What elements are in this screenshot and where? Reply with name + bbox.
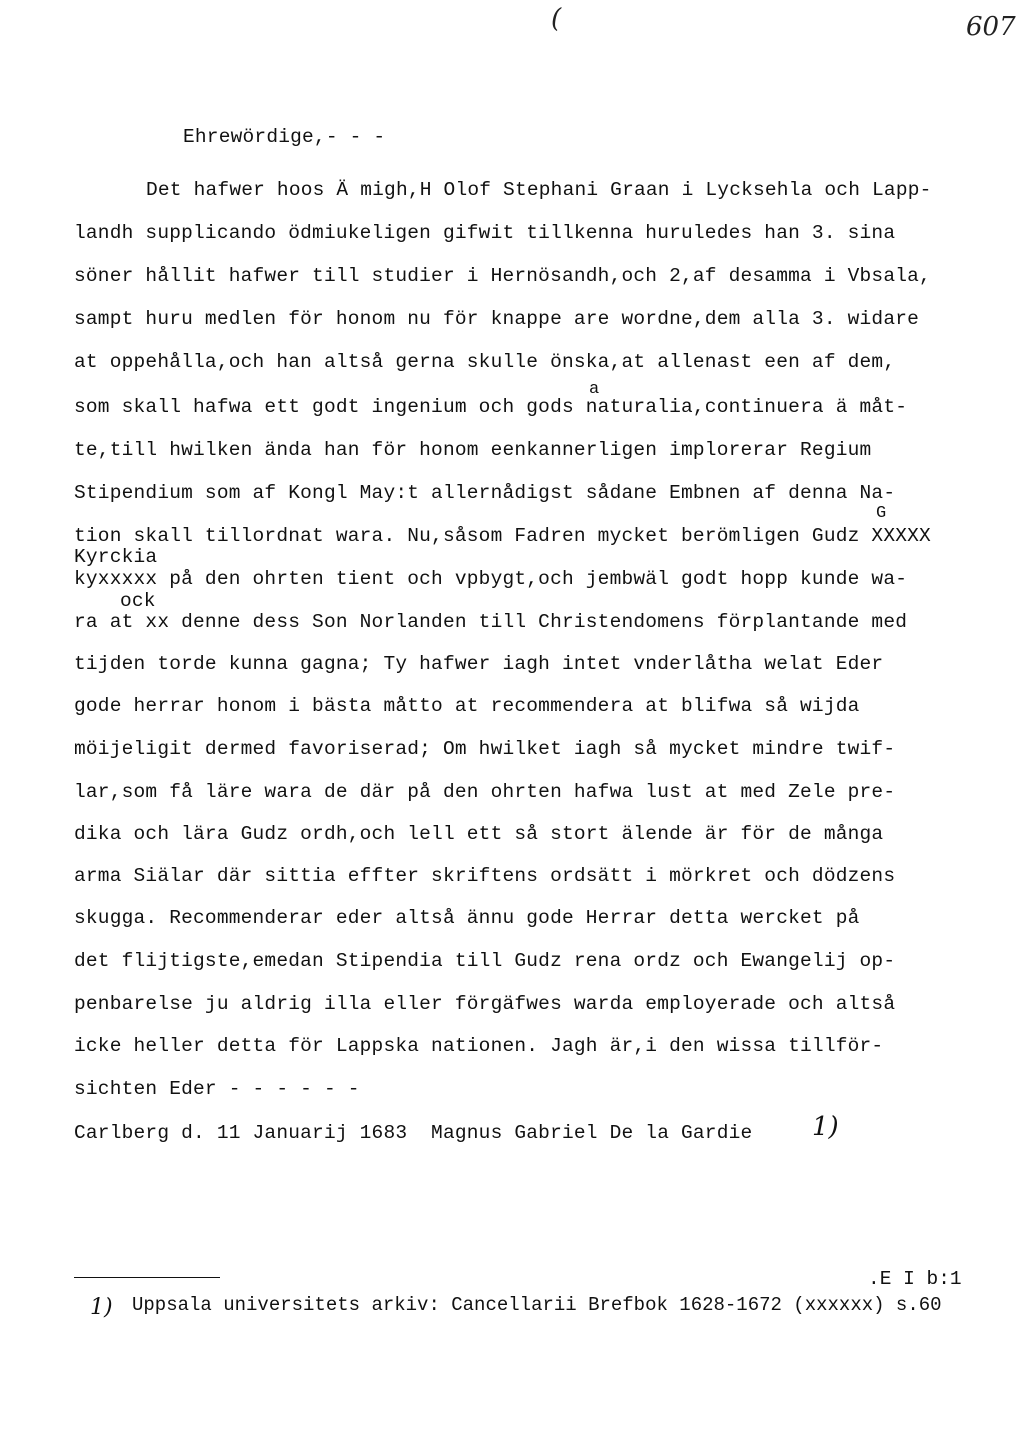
letter-line: kyxxxxx på den ohrten tient och vpbygt,och jembwäl godt hopp kunde wa- bbox=[74, 568, 908, 590]
page-number-mark: 607 bbox=[966, 12, 1016, 42]
letter-line: Det hafwer hoos Ä migh,H Olof Stephani Graan i Lycksehla och Lapp- bbox=[146, 179, 932, 201]
letter-line: tion skall tillordnat wara. Nu,såsom Fadren mycket berömligen Gudz XXXXX bbox=[74, 525, 931, 547]
interlinear-correction: G bbox=[876, 504, 887, 523]
letter-line: penbarelse ju aldrig illa eller förgäfwes warda employerade och altså bbox=[74, 993, 896, 1015]
letter-line: icke heller detta för Lappska nationen. Jagh är,i den wissa tillför- bbox=[74, 1035, 884, 1057]
interlinear-insertion: ock bbox=[120, 590, 156, 612]
footnote-text: Uppsala universitets arkiv: Cancellarii Brefbok 1628-1672 (xxxxxx) s.60 bbox=[132, 1294, 942, 1316]
letter-line: möijeligit dermed favoriserad; Om hwilket iagh så mycket mindre twif- bbox=[74, 738, 896, 760]
letter-line: Stipendium som af Kongl May:t allernådigst sådane Embnen af denna Na- bbox=[74, 482, 896, 504]
letter-line: dika och lära Gudz ordh,och lell ett så stort älende är för de många bbox=[74, 823, 884, 845]
letter-line: Kyrckia bbox=[74, 546, 158, 568]
interlinear-correction: a bbox=[589, 380, 600, 399]
page-mark-left: ( bbox=[551, 4, 562, 34]
letter-line: tijden torde kunna gagna; Ty hafwer iagh intet vnderlåtha welat Eder bbox=[74, 653, 884, 675]
footnote-marker: 1) bbox=[90, 1295, 113, 1320]
signature-footnote-mark: 1) bbox=[812, 1112, 839, 1142]
footnote-divider bbox=[74, 1277, 220, 1278]
letter-line: sichten Eder - - - - - - bbox=[74, 1078, 360, 1100]
letter-line: landh supplicando ödmiukeligen gifwit tillkenna huruledes han 3. sina bbox=[74, 222, 896, 244]
letter-line: det flijtigste,emedan Stipendia till Gudz rena ordz och Ewangelij op- bbox=[74, 950, 896, 972]
letter-line: sampt huru medlen för honom nu för knappe are wordne,dem alla 3. widare bbox=[74, 308, 920, 330]
letter-line: te,till hwilken ända han för honom eenkannerligen implorerar Regium bbox=[74, 439, 872, 461]
letter-line: som skall hafwa ett godt ingenium och gods naturalia,continuera ä måt- bbox=[74, 396, 908, 418]
letter-line: ra at xx denne dess Son Norlanden till Christendomens förplantande med bbox=[74, 611, 908, 633]
archive-reference: .E I b:1 bbox=[868, 1268, 962, 1290]
letter-line: lar,som få läre wara de där på den ohrten hafwa lust at med Zele pre- bbox=[74, 781, 896, 803]
letter-line: skugga. Recommenderar eder altså ännu gode Herrar detta wercket på bbox=[74, 907, 860, 929]
letter-line: söner hållit hafwer till studier i Hernösandh,och 2,af desamma i Vbsala, bbox=[74, 265, 931, 287]
salutation: Ehrewördige,- - - bbox=[183, 126, 386, 148]
dateline-signature: Carlberg d. 11 Januarij 1683 Magnus Gabriel De la Gardie bbox=[74, 1122, 753, 1144]
letter-line: gode herrar honom i bästa måtto at recommendera at blifwa så wijda bbox=[74, 695, 860, 717]
letter-line: arma Siälar där sittia effter skriftens ordsätt i mörkret och dödzens bbox=[74, 865, 896, 887]
letter-line: at oppehålla,och han altså gerna skulle önska,at allenast een af dem, bbox=[74, 351, 896, 373]
